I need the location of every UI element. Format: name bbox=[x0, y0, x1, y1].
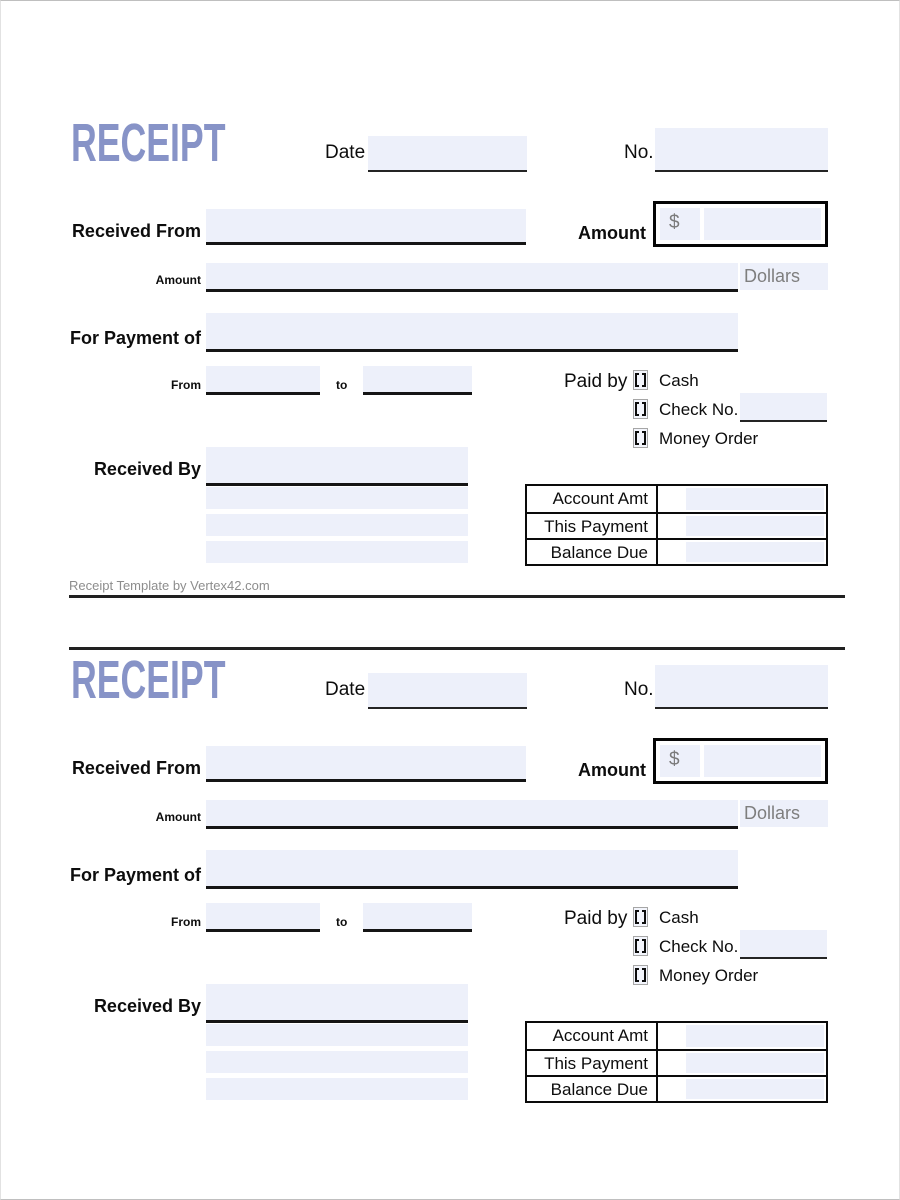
bracket-right-icon bbox=[642, 968, 646, 982]
received-by-field[interactable] bbox=[206, 447, 468, 486]
from-label: From bbox=[171, 378, 201, 392]
cash-checkbox[interactable] bbox=[633, 907, 648, 927]
this-payment-label: This Payment bbox=[527, 514, 658, 538]
check-no-checkbox[interactable] bbox=[633, 936, 648, 956]
this-payment-row bbox=[527, 1049, 826, 1075]
money-order-option-label: Money Order bbox=[659, 429, 759, 448]
bracket-left-icon bbox=[635, 910, 639, 924]
received-from-label: Received From bbox=[71, 221, 201, 241]
bracket-right-icon bbox=[642, 402, 646, 416]
receipt-title: RECEIPT bbox=[71, 650, 226, 710]
summary-table bbox=[525, 484, 828, 566]
check-no-field[interactable] bbox=[740, 393, 827, 422]
bracket-left-icon bbox=[635, 431, 639, 445]
this-payment-field[interactable] bbox=[658, 514, 826, 538]
dollars-block bbox=[740, 263, 828, 290]
this-payment-field[interactable] bbox=[658, 1051, 826, 1075]
this-payment-fill[interactable] bbox=[686, 1053, 824, 1073]
dollars-label: Dollars bbox=[744, 803, 801, 823]
balance-due-fill[interactable] bbox=[686, 1079, 824, 1099]
from-label: From bbox=[171, 915, 201, 929]
balance-due-label: Balance Due bbox=[527, 540, 658, 564]
account-amt-field[interactable] bbox=[658, 486, 826, 512]
check-no-option-label: Check No. bbox=[659, 937, 739, 956]
receipt-number-label: No. bbox=[624, 142, 654, 163]
account-amt-row bbox=[527, 1023, 826, 1049]
account-amt-label: Account Amt bbox=[527, 486, 658, 512]
from-date-field[interactable] bbox=[206, 903, 320, 932]
money-order-checkbox[interactable] bbox=[633, 965, 648, 985]
summary-table bbox=[525, 1021, 828, 1103]
description-line-3[interactable] bbox=[206, 1078, 468, 1100]
check-no-field[interactable] bbox=[740, 930, 827, 959]
check-no-option-label: Check No. bbox=[659, 400, 739, 419]
to-label: to bbox=[336, 915, 348, 929]
amount-value-field[interactable] bbox=[704, 208, 821, 240]
this-payment-fill[interactable] bbox=[686, 516, 824, 536]
received-by-field[interactable] bbox=[206, 984, 468, 1023]
date-label: Date bbox=[325, 142, 366, 163]
currency-symbol: $ bbox=[660, 745, 700, 777]
description-line-3[interactable] bbox=[206, 541, 468, 563]
amount-words-field[interactable] bbox=[206, 800, 738, 829]
bracket-left-icon bbox=[635, 939, 639, 953]
description-line-2[interactable] bbox=[206, 514, 468, 536]
receipt-section bbox=[1, 113, 900, 581]
for-payment-field[interactable] bbox=[206, 313, 738, 352]
money-order-option-label: Money Order bbox=[659, 966, 759, 985]
to-date-field[interactable] bbox=[363, 366, 472, 395]
check-no-checkbox[interactable] bbox=[633, 399, 648, 419]
bracket-right-icon bbox=[642, 939, 646, 953]
amount-value-field[interactable] bbox=[704, 745, 821, 777]
for-payment-label: For Payment of bbox=[69, 328, 201, 348]
amount-label: Amount bbox=[578, 760, 646, 780]
receipt-title: RECEIPT bbox=[71, 113, 226, 173]
balance-due-row bbox=[527, 538, 826, 564]
bracket-left-icon bbox=[635, 373, 639, 387]
for-payment-label: For Payment of bbox=[69, 865, 201, 885]
amount-words-field[interactable] bbox=[206, 263, 738, 292]
receipt-section bbox=[1, 650, 900, 1118]
amount-label: Amount bbox=[578, 223, 646, 243]
account-amt-fill[interactable] bbox=[686, 488, 824, 510]
description-line-2[interactable] bbox=[206, 1051, 468, 1073]
this-payment-label: This Payment bbox=[527, 1051, 658, 1075]
balance-due-fill[interactable] bbox=[686, 542, 824, 562]
paid-by-label: Paid by bbox=[564, 908, 628, 929]
money-order-checkbox[interactable] bbox=[633, 428, 648, 448]
receipt-number-field[interactable] bbox=[655, 665, 828, 709]
cash-checkbox[interactable] bbox=[633, 370, 648, 390]
amount-box bbox=[653, 738, 828, 784]
dollars-label: Dollars bbox=[744, 266, 801, 286]
paid-by-label: Paid by bbox=[564, 371, 628, 392]
for-payment-field[interactable] bbox=[206, 850, 738, 889]
to-date-field[interactable] bbox=[363, 903, 472, 932]
account-amt-label: Account Amt bbox=[527, 1023, 658, 1049]
cash-option-label: Cash bbox=[659, 908, 699, 927]
date-field[interactable] bbox=[368, 136, 527, 172]
this-payment-row bbox=[527, 512, 826, 538]
bracket-left-icon bbox=[635, 968, 639, 982]
received-from-label: Received From bbox=[71, 758, 201, 778]
account-amt-fill[interactable] bbox=[686, 1025, 824, 1047]
dollars-block bbox=[740, 800, 828, 827]
date-field[interactable] bbox=[368, 673, 527, 709]
balance-due-row bbox=[527, 1075, 826, 1101]
to-label: to bbox=[336, 378, 348, 392]
balance-due-field[interactable] bbox=[658, 540, 826, 564]
received-from-field[interactable] bbox=[206, 746, 526, 782]
date-label: Date bbox=[325, 679, 366, 700]
receipt-number-label: No. bbox=[624, 679, 654, 700]
received-by-label: Received By bbox=[93, 459, 201, 479]
description-line-1[interactable] bbox=[206, 487, 468, 509]
bracket-right-icon bbox=[642, 431, 646, 445]
description-line-1[interactable] bbox=[206, 1024, 468, 1046]
account-amt-row bbox=[527, 486, 826, 512]
balance-due-field[interactable] bbox=[658, 1077, 826, 1101]
amount-words-label: Amount bbox=[155, 273, 201, 287]
cash-option-label: Cash bbox=[659, 371, 699, 390]
bracket-right-icon bbox=[642, 910, 646, 924]
bracket-left-icon bbox=[635, 402, 639, 416]
balance-due-label: Balance Due bbox=[527, 1077, 658, 1101]
template-credit-text: Receipt Template by Vertex42.com bbox=[69, 578, 270, 593]
section-divider-line bbox=[69, 595, 845, 598]
currency-symbol: $ bbox=[660, 208, 700, 240]
bracket-right-icon bbox=[642, 373, 646, 387]
received-from-field[interactable] bbox=[206, 209, 526, 245]
amount-box bbox=[653, 201, 828, 247]
received-by-label: Received By bbox=[93, 996, 201, 1016]
from-date-field[interactable] bbox=[206, 366, 320, 395]
amount-words-label: Amount bbox=[155, 810, 201, 824]
account-amt-field[interactable] bbox=[658, 1023, 826, 1049]
receipt-number-field[interactable] bbox=[655, 128, 828, 172]
